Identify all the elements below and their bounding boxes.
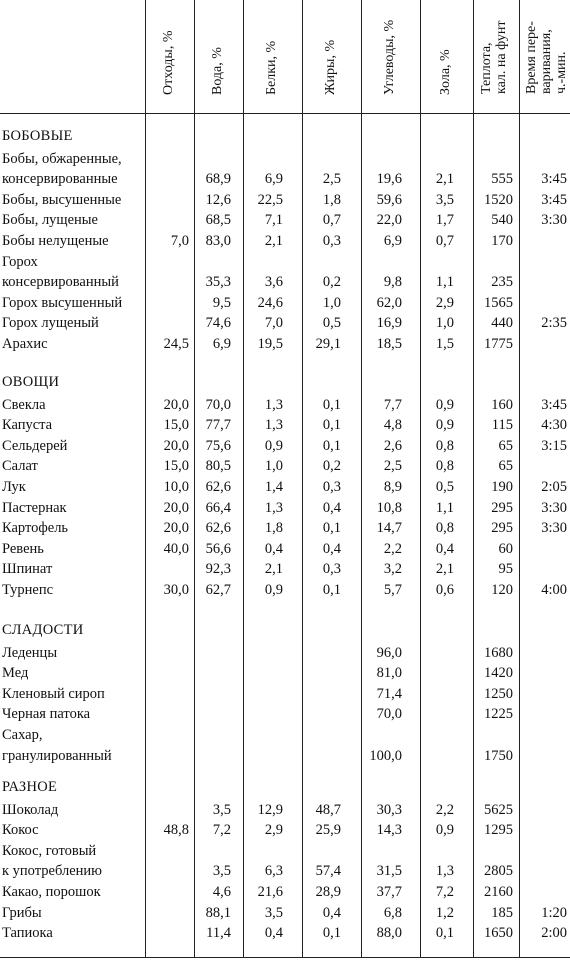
cell-waste: 20,0 — [163, 499, 189, 516]
cell-protein: 6,9 — [264, 171, 283, 188]
cell-heat: 185 — [491, 904, 513, 921]
header-protein — [243, 0, 301, 113]
header-time-line1: Время пере- — [524, 21, 539, 94]
cell-ash: 0,9 — [435, 822, 454, 839]
table-row — [0, 456, 570, 477]
cell-fat: 0,1 — [322, 417, 341, 434]
cell-water: 66,4 — [205, 499, 231, 516]
cell-carbs: 96,0 — [376, 644, 402, 661]
cell-heat: 1520 — [484, 191, 513, 208]
cell-carbs: 2,5 — [383, 458, 402, 475]
cell-protein: 2,1 — [264, 233, 283, 249]
cell-waste: 30,0 — [163, 582, 189, 598]
cell-protein: 7,0 — [264, 315, 283, 332]
table-row — [0, 559, 570, 580]
food-name: гранулированный — [2, 747, 112, 764]
cell-waste: 15,0 — [163, 458, 189, 475]
cell-heat: 170 — [491, 233, 513, 249]
cell-fat: 0,1 — [322, 437, 341, 454]
cell-carbs: 18,5 — [376, 336, 402, 352]
cell-carbs: 3,2 — [383, 561, 402, 578]
cell-water: 11,4 — [206, 925, 231, 942]
food-name: Турнепс — [2, 582, 54, 598]
cell-protein: 0,4 — [264, 540, 283, 557]
cell-protein: 7,1 — [264, 212, 283, 229]
food-name: Кленовый сироп — [2, 685, 105, 702]
cell-time: 2:00 — [541, 925, 567, 942]
cell-waste: 24,5 — [163, 336, 189, 352]
cell-water: 12,6 — [205, 191, 231, 208]
food-name: Сахар, — [2, 727, 43, 743]
cell-time: 1:20 — [541, 904, 567, 921]
food-name: Бобы, обжаренные, — [2, 150, 122, 167]
food-name: Тапиока — [2, 925, 53, 942]
cell-fat: 0,7 — [322, 212, 341, 229]
cell-protein: 3,5 — [264, 904, 283, 921]
cell-water: 75,6 — [205, 437, 231, 454]
cell-ash: 7,2 — [435, 884, 454, 900]
food-name: Горох — [2, 253, 38, 270]
cell-heat: 555 — [491, 171, 513, 188]
cell-time: 3:30 — [541, 520, 567, 537]
section-title: СЛАДОСТИ — [2, 622, 84, 638]
cell-carbs: 62,0 — [376, 294, 402, 311]
cell-ash: 0,8 — [435, 437, 454, 454]
cell-water: 77,7 — [205, 417, 231, 434]
cell-heat: 1750 — [484, 747, 513, 764]
food-name: Сельдерей — [2, 437, 68, 454]
cell-carbs: 88,0 — [376, 925, 402, 942]
cell-fat: 1,0 — [322, 294, 341, 311]
cell-protein: 6,3 — [264, 863, 283, 880]
section-title: РАЗНОЕ — [2, 779, 58, 795]
cell-heat: 120 — [491, 582, 513, 598]
food-name: Горох лущеный — [2, 315, 99, 332]
cell-protein: 0,4 — [264, 925, 283, 942]
table-row — [0, 210, 570, 231]
cell-protein: 3,6 — [264, 274, 283, 291]
food-name: Какао, порошок — [2, 884, 101, 900]
cell-waste: 40,0 — [163, 540, 189, 557]
cell-protein: 19,5 — [257, 336, 283, 352]
food-name: Картофель — [2, 520, 69, 537]
cell-water: 74,6 — [205, 315, 231, 332]
food-name: Леденцы — [2, 644, 58, 661]
cell-heat: 1565 — [484, 294, 513, 311]
cell-ash: 0,9 — [435, 396, 454, 413]
food-name: Бобы нелущеные — [2, 233, 109, 249]
table-row — [0, 518, 570, 539]
cell-fat: 0,3 — [322, 561, 341, 578]
cell-heat: 1225 — [484, 706, 513, 723]
header-waste — [145, 0, 193, 113]
cell-protein: 1,3 — [264, 499, 283, 516]
cell-heat: 295 — [491, 520, 513, 537]
table-row — [0, 539, 570, 560]
cell-water: 83,0 — [205, 233, 231, 249]
table-row — [0, 643, 570, 664]
cell-ash: 0,6 — [435, 582, 454, 598]
cell-protein: 0,9 — [264, 582, 283, 598]
food-name: Свекла — [2, 396, 46, 413]
cell-fat: 0,4 — [322, 499, 341, 516]
cell-waste: 10,0 — [163, 479, 189, 495]
cell-water: 4,6 — [212, 884, 231, 900]
cell-water: 35,3 — [205, 274, 231, 291]
cell-heat: 65 — [498, 458, 513, 475]
table-row — [0, 395, 570, 416]
cell-fat: 48,7 — [315, 801, 341, 818]
cell-ash: 0,8 — [435, 458, 454, 475]
cell-ash: 2,1 — [435, 561, 454, 578]
cell-waste: 48,8 — [163, 822, 189, 839]
food-name: Капуста — [2, 417, 53, 434]
cell-time: 3:45 — [541, 396, 567, 413]
cell-fat: 0,1 — [322, 520, 341, 537]
cell-ash: 0,9 — [435, 417, 454, 434]
cell-water: 56,6 — [205, 540, 231, 557]
cell-ash: 1,3 — [435, 863, 454, 880]
cell-ash: 0,1 — [435, 925, 454, 942]
cell-fat: 29,1 — [315, 336, 341, 352]
cell-carbs: 9,8 — [383, 274, 402, 291]
food-name: консервированный — [2, 274, 119, 291]
table-row — [0, 725, 570, 766]
food-name: Бобы, высушенные — [2, 191, 122, 208]
table-row — [0, 313, 570, 334]
cell-waste: 15,0 — [163, 417, 189, 434]
food-name: Лук — [2, 479, 26, 495]
table-row — [0, 820, 570, 841]
table-row — [0, 684, 570, 705]
cell-heat: 1775 — [484, 336, 513, 352]
header-fat — [302, 0, 360, 113]
cell-carbs: 31,5 — [376, 863, 402, 880]
table-row — [0, 252, 570, 293]
header-fat-label: Жиры, % — [323, 39, 338, 95]
food-name: Салат — [2, 458, 38, 475]
cell-time: 4:00 — [541, 582, 567, 598]
cell-carbs: 2,6 — [383, 437, 402, 454]
cell-protein: 22,5 — [257, 191, 283, 208]
cell-protein: 12,9 — [257, 801, 283, 818]
cell-ash: 0,7 — [435, 233, 454, 249]
food-name: Шпинат — [2, 561, 53, 578]
cell-heat: 160 — [491, 396, 513, 413]
table-row — [0, 415, 570, 436]
header-divider — [0, 113, 570, 114]
cell-ash: 1,2 — [435, 904, 454, 921]
cell-ash: 1,7 — [435, 212, 454, 229]
cell-ash: 2,9 — [435, 294, 454, 311]
cell-heat: 1680 — [484, 644, 513, 661]
header-ash — [420, 0, 472, 113]
food-name: Арахис — [2, 336, 48, 352]
cell-carbs: 100,0 — [369, 747, 402, 764]
cell-protein: 2,9 — [264, 822, 283, 839]
cell-water: 3,5 — [212, 863, 231, 880]
cell-water: 92,3 — [205, 561, 231, 578]
food-name: Мед — [2, 665, 29, 682]
cell-water: 68,5 — [205, 212, 231, 229]
cell-time: 3:45 — [541, 171, 567, 188]
cell-carbs: 22,0 — [376, 212, 402, 229]
cell-carbs: 30,3 — [376, 801, 402, 818]
cell-carbs: 81,0 — [376, 665, 402, 682]
section-title: БОБОВЫЕ — [2, 128, 73, 144]
food-name: Ревень — [2, 540, 44, 557]
cell-ash: 1,1 — [435, 274, 454, 291]
cell-heat: 235 — [491, 274, 513, 291]
cell-ash: 2,2 — [435, 801, 454, 818]
cell-carbs: 6,8 — [383, 904, 402, 921]
cell-carbs: 10,8 — [376, 499, 402, 516]
food-name: Грибы — [2, 904, 42, 921]
cell-carbs: 7,7 — [383, 396, 402, 413]
cell-carbs: 59,6 — [376, 191, 402, 208]
cell-time: 3:45 — [541, 191, 567, 208]
cell-water: 6,9 — [212, 336, 231, 352]
food-name: Кокос — [2, 822, 39, 839]
cell-protein: 1,0 — [264, 458, 283, 475]
cell-ash: 0,8 — [435, 520, 454, 537]
header-carbs-label: Углеводы, % — [382, 19, 397, 95]
cell-protein: 0,9 — [264, 437, 283, 454]
cell-fat: 0,4 — [322, 904, 341, 921]
table-row — [0, 923, 570, 944]
cell-ash: 1,1 — [435, 499, 454, 516]
cell-water: 7,2 — [212, 822, 231, 839]
header-carbs — [361, 0, 419, 113]
cell-carbs: 19,6 — [376, 171, 402, 188]
cell-water: 3,5 — [212, 801, 231, 818]
cell-heat: 65 — [498, 437, 513, 454]
cell-carbs: 14,3 — [376, 822, 402, 839]
cell-water: 62,7 — [205, 582, 231, 598]
table-row — [0, 477, 570, 498]
cell-fat: 0,3 — [322, 479, 341, 495]
cell-time: 3:30 — [541, 212, 567, 229]
header-protein-label: Белки, % — [264, 40, 279, 95]
table-row — [0, 231, 570, 252]
cell-water: 88,1 — [205, 904, 231, 921]
cell-fat: 0,1 — [322, 396, 341, 413]
food-name: Шоколад — [2, 801, 59, 818]
header-heat — [473, 0, 519, 113]
cell-time: 4:30 — [541, 417, 567, 434]
table-row — [0, 663, 570, 684]
cell-waste: 20,0 — [163, 437, 189, 454]
cell-heat: 295 — [491, 499, 513, 516]
header-ash-label: Зола, % — [438, 49, 453, 95]
cell-carbs: 8,9 — [383, 479, 402, 495]
cell-heat: 5625 — [484, 801, 513, 818]
food-name: к употреблению — [2, 863, 102, 880]
cell-water: 70,0 — [205, 396, 231, 413]
cell-heat: 1650 — [484, 925, 513, 942]
bottom-rule — [0, 957, 570, 958]
table-row — [0, 293, 570, 314]
header-water — [194, 0, 242, 113]
cell-waste: 20,0 — [163, 520, 189, 537]
cell-protein: 1,3 — [264, 396, 283, 413]
cell-fat: 0,2 — [322, 458, 341, 475]
cell-heat: 440 — [491, 315, 513, 332]
cell-water: 68,9 — [205, 171, 231, 188]
cell-protein: 24,6 — [257, 294, 283, 311]
header-heat-line2: кал. на фунт — [494, 20, 509, 94]
section-title: ОВОЩИ — [2, 374, 60, 390]
cell-protein: 21,6 — [257, 884, 283, 900]
header-heat-line1: Теплота, — [479, 42, 494, 94]
cell-heat: 115 — [491, 417, 513, 434]
cell-fat: 1,8 — [322, 191, 341, 208]
cell-carbs: 71,4 — [376, 685, 402, 702]
header-time-line2: варивания, — [539, 29, 554, 94]
cell-fat: 0,1 — [322, 925, 341, 942]
cell-heat: 1250 — [484, 685, 513, 702]
cell-heat: 1295 — [484, 822, 513, 839]
table-row — [0, 149, 570, 190]
header-waste-label: Отходы, % — [161, 30, 176, 95]
table-row — [0, 882, 570, 903]
cell-fat: 25,9 — [315, 822, 341, 839]
cell-time: 2:05 — [541, 479, 567, 495]
cell-carbs: 16,9 — [376, 315, 402, 332]
cell-fat: 2,5 — [322, 171, 341, 188]
header-digestion-time — [520, 0, 570, 113]
food-name: Бобы, лущеные — [2, 212, 98, 229]
cell-protein: 1,3 — [264, 417, 283, 434]
cell-protein: 1,4 — [264, 479, 283, 495]
cell-fat: 57,4 — [315, 863, 341, 880]
cell-ash: 2,1 — [435, 171, 454, 188]
cell-carbs: 6,9 — [383, 233, 402, 249]
cell-water: 80,5 — [205, 458, 231, 475]
cell-ash: 1,5 — [435, 336, 454, 352]
table-row — [0, 580, 570, 601]
table-row — [0, 334, 570, 355]
cell-time: 2:35 — [541, 315, 567, 332]
header-time-line3: ч.-мин. — [554, 51, 569, 94]
cell-carbs: 14,7 — [376, 520, 402, 537]
cell-water: 9,5 — [212, 294, 231, 311]
cell-waste: 20,0 — [163, 396, 189, 413]
food-name: Кокос, готовый — [2, 842, 97, 859]
food-name: консервированные — [2, 171, 118, 188]
cell-carbs: 37,7 — [376, 884, 402, 900]
cell-protein: 2,1 — [264, 561, 283, 578]
cell-carbs: 70,0 — [376, 706, 402, 723]
cell-ash: 0,5 — [435, 479, 454, 495]
table-row — [0, 841, 570, 882]
cell-fat: 0,1 — [322, 582, 341, 598]
cell-fat: 0,3 — [322, 233, 341, 249]
table-row — [0, 704, 570, 725]
cell-water: 62,6 — [205, 479, 231, 495]
cell-fat: 0,4 — [322, 540, 341, 557]
table-row — [0, 903, 570, 924]
cell-time: 3:15 — [541, 437, 567, 454]
cell-heat: 2160 — [484, 884, 513, 900]
cell-waste: 7,0 — [170, 233, 189, 249]
cell-fat: 0,2 — [322, 274, 341, 291]
cell-carbs: 4,8 — [383, 417, 402, 434]
cell-fat: 28,9 — [315, 884, 341, 900]
cell-ash: 1,0 — [435, 315, 454, 332]
food-name: Черная патока — [2, 706, 91, 723]
cell-heat: 2805 — [484, 863, 513, 880]
cell-ash: 0,4 — [435, 540, 454, 557]
cell-heat: 540 — [491, 212, 513, 229]
header-water-label: Вода, % — [210, 47, 225, 95]
table-row — [0, 436, 570, 457]
food-name: Горох высушенный — [2, 294, 123, 311]
cell-protein: 1,8 — [264, 520, 283, 537]
cell-fat: 0,5 — [322, 315, 341, 332]
cell-ash: 3,5 — [435, 191, 454, 208]
table-row — [0, 800, 570, 821]
cell-heat: 60 — [498, 540, 513, 557]
table-row — [0, 498, 570, 519]
cell-heat: 1420 — [484, 665, 513, 682]
cell-heat: 95 — [498, 561, 513, 578]
food-name: Пастернак — [2, 499, 67, 516]
cell-carbs: 2,2 — [383, 540, 402, 557]
cell-water: 62,6 — [205, 520, 231, 537]
cell-heat: 190 — [491, 479, 513, 495]
table-row — [0, 190, 570, 211]
cell-time: 3:30 — [541, 499, 567, 516]
cell-carbs: 5,7 — [383, 582, 402, 598]
